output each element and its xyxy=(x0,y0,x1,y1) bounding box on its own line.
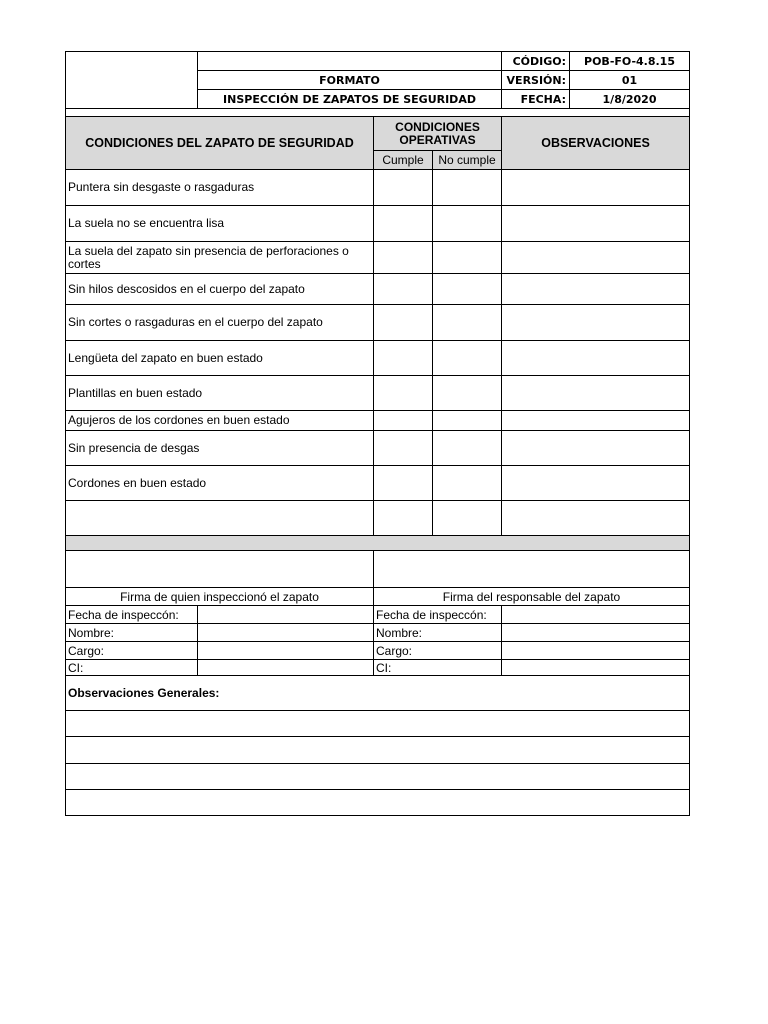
owner-signature-label: Firma del responsable del zapato xyxy=(374,588,690,606)
condition-label: La suela no se encuentra lisa xyxy=(66,206,374,242)
table-row xyxy=(66,170,690,206)
not-meets-cell[interactable] xyxy=(433,431,502,466)
condition-label: La suela del zapato sin presencia de perforaciones o cortes xyxy=(66,242,374,274)
observation-cell[interactable] xyxy=(502,274,690,305)
meets-cell[interactable] xyxy=(374,274,433,305)
owner-name-label: Nombre: xyxy=(374,624,502,642)
not-meets-cell[interactable] xyxy=(433,170,502,206)
table-row xyxy=(66,501,690,536)
inspector-id-field[interactable] xyxy=(198,660,374,676)
condition-label: Sin presencia de desgas xyxy=(66,431,374,466)
col-operative-header: CONDICIONES OPERATIVAS xyxy=(374,117,502,151)
general-observations-line[interactable] xyxy=(66,790,690,816)
inspector-name-field[interactable] xyxy=(198,624,374,642)
condition-label: Lengüeta del zapato en buen estado xyxy=(66,341,374,376)
meets-cell[interactable] xyxy=(374,376,433,411)
date-value: 1/8/2020 xyxy=(570,90,690,109)
observation-cell[interactable] xyxy=(502,431,690,466)
condition-label: Cordones en buen estado xyxy=(66,466,374,501)
date-label: FECHA: xyxy=(502,90,570,109)
not-meets-cell[interactable] xyxy=(433,376,502,411)
header-blank xyxy=(198,52,502,71)
condition-label: Sin hilos descosidos en el cuerpo del zapato xyxy=(66,274,374,305)
code-label: CÓDIGO: xyxy=(502,52,570,71)
observation-cell[interactable] xyxy=(502,341,690,376)
table-row xyxy=(66,341,690,376)
code-value: POB-FO-4.8.15 xyxy=(570,52,690,71)
observation-cell[interactable] xyxy=(502,242,690,274)
table-row xyxy=(66,431,690,466)
not-meets-cell[interactable] xyxy=(433,411,502,431)
not-meets-cell[interactable] xyxy=(433,341,502,376)
observation-cell[interactable] xyxy=(502,411,690,431)
observation-cell[interactable] xyxy=(502,466,690,501)
owner-position-label: Cargo: xyxy=(374,642,502,660)
condition-label: Sin cortes o rasgaduras en el cuerpo del zapato xyxy=(66,305,374,341)
owner-id-field[interactable] xyxy=(502,660,690,676)
meets-cell[interactable] xyxy=(374,411,433,431)
not-meets-cell[interactable] xyxy=(433,206,502,242)
owner-date-label: Fecha de inspeccón: xyxy=(374,606,502,624)
meets-cell[interactable] xyxy=(374,431,433,466)
inspector-signature-label: Firma de quien inspeccionó el zapato xyxy=(66,588,374,606)
owner-name-field[interactable] xyxy=(502,624,690,642)
logo-area xyxy=(66,52,198,109)
table-row xyxy=(66,274,690,305)
meets-cell[interactable] xyxy=(374,501,433,536)
owner-id-label: CI: xyxy=(374,660,502,676)
general-observations-label: Observaciones Generales: xyxy=(66,676,690,711)
section-divider xyxy=(66,536,690,551)
not-meets-cell[interactable] xyxy=(433,242,502,274)
col-not-meets-header: No cumple xyxy=(433,151,502,170)
condition-label: Agujeros de los cordones en buen estado xyxy=(66,411,374,431)
inspector-date-field[interactable] xyxy=(198,606,374,624)
condition-label: Plantillas en buen estado xyxy=(66,376,374,411)
not-meets-cell[interactable] xyxy=(433,274,502,305)
inspector-position-field[interactable] xyxy=(198,642,374,660)
not-meets-cell[interactable] xyxy=(433,466,502,501)
table-row xyxy=(66,411,690,431)
inspector-signature-box[interactable] xyxy=(66,551,374,588)
table-row xyxy=(66,376,690,411)
not-meets-cell[interactable] xyxy=(433,305,502,341)
table-row xyxy=(66,206,690,242)
condition-label xyxy=(66,501,374,536)
col-observations-header: OBSERVACIONES xyxy=(502,117,690,170)
inspector-name-label: Nombre: xyxy=(66,624,198,642)
inspector-position-label: Cargo: xyxy=(66,642,198,660)
col-conditions-header: CONDICIONES DEL ZAPATO DE SEGURIDAD xyxy=(66,117,374,170)
observation-cell[interactable] xyxy=(502,501,690,536)
table-row xyxy=(66,466,690,501)
meets-cell[interactable] xyxy=(374,242,433,274)
observation-cell[interactable] xyxy=(502,305,690,341)
observation-cell[interactable] xyxy=(502,206,690,242)
document-title: INSPECCIÓN DE ZAPATOS DE SEGURIDAD xyxy=(198,90,502,109)
meets-cell[interactable] xyxy=(374,206,433,242)
general-observations-line[interactable] xyxy=(66,711,690,737)
inspection-form xyxy=(65,51,689,816)
format-label: FORMATO xyxy=(198,71,502,90)
general-observations-line[interactable] xyxy=(66,764,690,790)
general-observations-line[interactable] xyxy=(66,737,690,764)
inspector-date-label: Fecha de inspeccón: xyxy=(66,606,198,624)
meets-cell[interactable] xyxy=(374,466,433,501)
meets-cell[interactable] xyxy=(374,341,433,376)
table-row xyxy=(66,242,690,274)
meets-cell[interactable] xyxy=(374,170,433,206)
table-row xyxy=(66,305,690,341)
observation-cell[interactable] xyxy=(502,170,690,206)
header-spacer xyxy=(66,109,690,117)
owner-date-field[interactable] xyxy=(502,606,690,624)
not-meets-cell[interactable] xyxy=(433,501,502,536)
observation-cell[interactable] xyxy=(502,376,690,411)
owner-position-field[interactable] xyxy=(502,642,690,660)
owner-signature-box[interactable] xyxy=(374,551,690,588)
condition-label: Puntera sin desgaste o rasgaduras xyxy=(66,170,374,206)
version-label: VERSIÓN: xyxy=(502,71,570,90)
inspector-id-label: CI: xyxy=(66,660,198,676)
version-value: 01 xyxy=(570,71,690,90)
col-meets-header: Cumple xyxy=(374,151,433,170)
meets-cell[interactable] xyxy=(374,305,433,341)
